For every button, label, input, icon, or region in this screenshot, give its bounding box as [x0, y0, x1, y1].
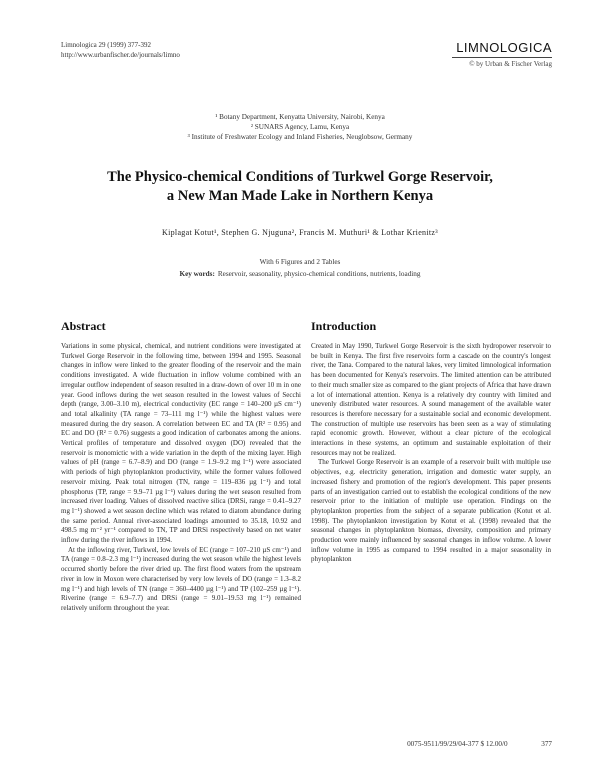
footer — [407, 740, 552, 748]
issn-code: 0075-9511/99/29/04-377 $ 12.00/0 — [407, 740, 508, 748]
affiliation-3: ³ Institute of Freshwater Ecology and Inland Fisheries, Neuglobsow, Germany — [187, 133, 413, 141]
title-line-1: The Physico-chemical Conditions of Turkwel Gorge Reservoir, — [107, 169, 493, 185]
introduction-body — [311, 342, 551, 565]
keywords — [40, 270, 560, 278]
introduction-paragraph: The Turkwel Gorge Reservoir is an example of a reservoir built with multiple use objectives, e.g. electricity generation, irrigation and domestic water supply, an increased fishery and promotion of the region's development. This paper presents parts of an investigation carried out to establish the ecological conditions of the new reservoir prior to the initiation of multiple use operation. Findings on the phytoplankton properties from the subject of a separate publication (Kotut et al. 1998). The phytoplankton investigation by Kotut et al. (1998) revealed that the seasonal changes in phytoplankton biomass, diversity, composition and primary production were mainly influenced by seasonal changes in inflow volume. A lower inflow volume in 1995 as compared to 1994 resulted in a major seasonality in phytoplankton — [311, 458, 551, 564]
journal-url[interactable]: http://www.urbanfischer.de/journals/limno — [61, 51, 180, 59]
journal-meta — [61, 40, 180, 60]
affiliations — [0, 112, 600, 142]
affiliation-1: ¹ Botany Department, Kenyatta University, Nairobi, Kenya — [215, 113, 385, 121]
introduction-paragraph: Created in May 1990, Turkwel Gorge Reservoir is the sixth hydropower reservoir to be built in Kenya. The first five reservoirs form a cascade on the country's longest river, the Tana. Compared to the natural lakes, very limited limnological information has been documented for Kenya's reservoirs. The limited attention can be attributed to their much smaller size as compared to the giant projects of Africa that have drawn a lot of international attention. Kenya is a relatively dry country with limited and unevenly distributed water resources. A sound management of the available water resources is therefore necessary for a sustainable social and economic development. The construction of multiple use reservoirs has been seen as a way of stimulating rapid economic growth. However, without a clear picture of the ecological interactions in these systems, an optimum and sustainable exploitation of their resources may not be realized. — [311, 342, 551, 457]
journal-citation: Limnologica 29 (1999) 377-392 — [61, 41, 152, 49]
title-line-2: a New Man Made Lake in Northern Kenya — [166, 188, 434, 204]
keywords-label: Key words: — [179, 270, 215, 278]
introduction-heading: Introduction — [311, 319, 377, 333]
brand-divider — [452, 57, 552, 58]
paper-title — [40, 168, 560, 206]
affiliation-2: ² SUNARS Agency, Lamu, Kenya — [250, 123, 350, 131]
figures-tables-note: With 6 Figures and 2 Tables — [259, 258, 341, 266]
page-number: 377 — [541, 740, 552, 748]
abstract-body — [61, 342, 301, 614]
keywords-text: Reservoir, seasonality, physico-chemical conditions, nutrients, loading — [217, 270, 421, 278]
abstract-heading: Abstract — [61, 319, 106, 333]
author-list: Kiplagat Kotut¹, Stephen G. Njuguna², Francis M. Muthuri¹ & Lothar Krienitz³ — [162, 228, 438, 237]
journal-brand — [452, 40, 552, 68]
abstract-paragraph: Variations in some physical, chemical, and nutrient conditions were investigated at Turkwel Gorge Reservoir in the following time, between 1994 and 1995. Seasonal changes in inflow were linked to the greater flooding of the reservoir and the main conditions investigated. A wide fluctuation in inflow volume combined with an irregular outflow independent of season resulted in a draw-down of over 10 m in one year. Good inflows during the wet season resulted in the lowest values of Secchi depth (range, 3.00–3.10 m), electrical conductivity (EC range = 140–200 µS cm⁻¹) and total alkalinity (TA range = 73–111 mg l⁻¹) while the highest values were measured during the dry season. A correlation between EC and TA (R² = 0.95) and EC and DO (R² = 0.76) suggests a good indication of carbonates among the anions. Vertical profiles of temperature and dissolved oxygen (DO) revealed that the reservoir is monomictic with a wide variation in the depth of the mixing layer. High values of pH (range = 6.7–8.9) and DO (range = 1.9–9.2 mg l⁻¹) were associated with periods of high phytoplankton productivity, while the former values followed reservoir mixing. Peak total nitrogen (TN, range = 119–836 µg l⁻¹) and total phosphorus (TP, range = 9.9–71 µg l⁻¹) values during the wet season resulted from increased river loading. Values of dissolved reactive silica (DRSi, range = 0.41–9.27 mg l⁻¹) showed a wet season decline which was related to diatom abundance during the same period. Annual river-associated loadings amounted to 35.18, 10.92 and 498.5 mg m⁻² yr⁻¹ compared to TN, TP and DRSi respectively based on net water inflow during the river inflows in 1994. — [61, 342, 301, 545]
abstract-paragraph: At the inflowing river, Turkwel, low levels of EC (range = 107–210 µS cm⁻¹) and TA (range = 0.8–2.3 mg l⁻¹) increased during the wet season while the highest levels occurred shortly before the river dried up. The first flood waters from the upstream river in low in Moxon were characterised by very low levels of DO (range = 1.3–8.2 mg l⁻¹) and high levels of TN (range = 360–4400 µg l⁻¹) and TP (102–259 µg l⁻¹). Riverine (range = 6.9–7.7) and DRSi (range = 9.01–19.53 mg l⁻¹) remained relatively uniform throughout the year. — [61, 545, 301, 612]
journal-logo-title: LIMNOLOGICA — [456, 40, 552, 55]
publisher-line: © by Urban & Fischer Verlag — [469, 60, 552, 68]
